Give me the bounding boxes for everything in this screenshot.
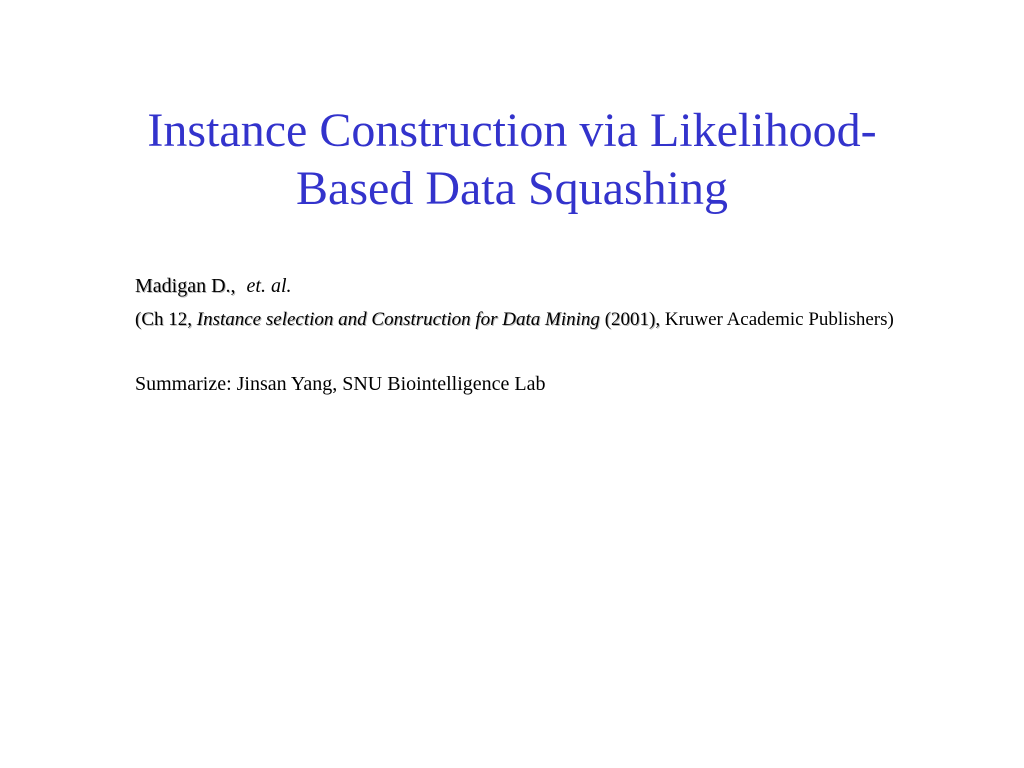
citation-year: (2001), xyxy=(604,309,661,330)
title-line-2: Based Data Squashing xyxy=(296,162,728,215)
citation-prefix: (Ch 12, xyxy=(135,309,192,330)
author-line xyxy=(135,272,895,300)
summary-line: Summarize: Jinsan Yang, SNU Biointelligence Lab xyxy=(135,373,546,395)
author-name: Madigan D., xyxy=(135,275,236,297)
citation-publisher: Kruwer Academic Publishers) xyxy=(664,309,894,330)
citation xyxy=(135,306,895,334)
title-line-1: Instance Construction via Likelihood- xyxy=(147,104,877,157)
citation-book-title: Instance selection and Construction for Data Mining xyxy=(196,309,600,330)
slide-title xyxy=(60,102,964,218)
slide-body xyxy=(135,272,895,398)
et-al: et. al. xyxy=(246,275,292,297)
